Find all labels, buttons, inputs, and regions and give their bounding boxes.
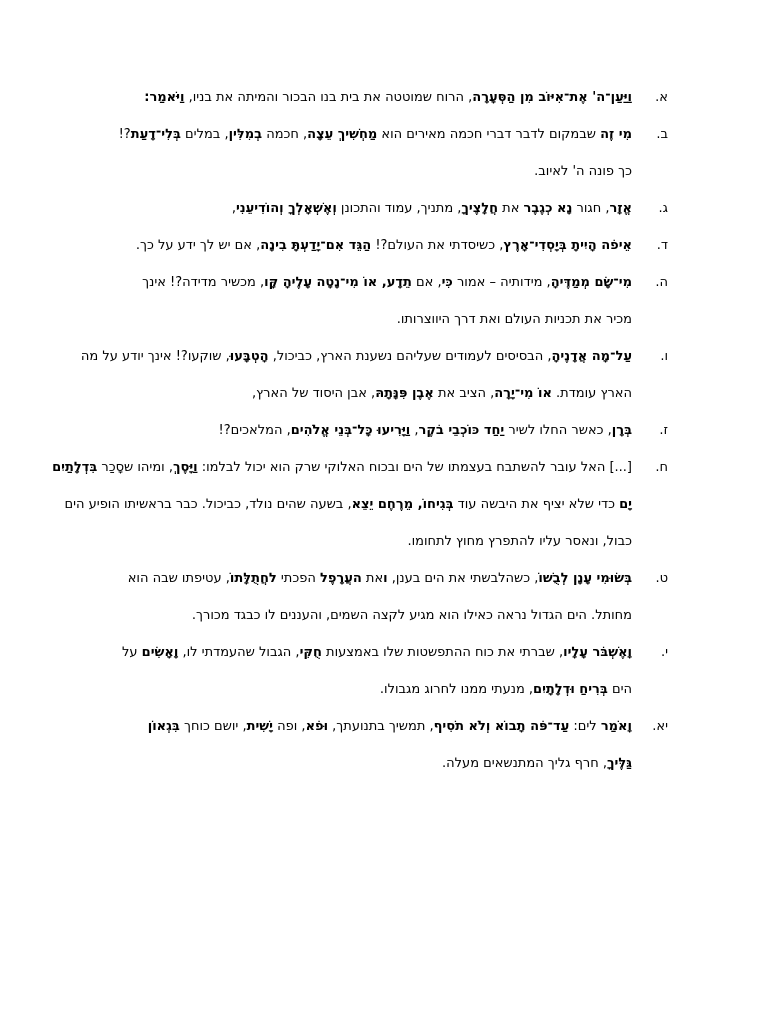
item-text: [118, 634, 632, 708]
verse-quote: הָטְבָּעוּ: [229, 349, 269, 364]
commentary-text: , יושם כוחך: [179, 719, 247, 734]
item-label: יא.: [652, 719, 668, 734]
list-item: [0, 449, 768, 560]
verse-quote: אֶבֶן פִּנָּתָהּ: [375, 386, 434, 401]
verse-quote: כִּי: [441, 275, 453, 290]
commentary-text: , תמשיך בתנועתך,: [328, 719, 434, 734]
verse-quote: אֵיפֹה הָיִיתָ בְּיָסְדִי־אָרֶץ: [503, 238, 632, 253]
verse-quote: ו: [383, 571, 388, 586]
list-item: [0, 560, 768, 634]
commentary-text: , מידותיה – אמור: [452, 275, 551, 290]
commentary-text: את: [498, 201, 524, 216]
verse-quote: וָאֹמַר: [600, 719, 632, 734]
verse-quote: בִּדְלָתַיִם יָם: [52, 460, 632, 512]
commentary-text: כדי שלא יציף את היבשה עוד: [453, 497, 620, 512]
commentary-text: , הציב את: [433, 386, 495, 401]
commentary-text: ,: [231, 201, 236, 216]
verse-quote: וּפֹא: [305, 719, 329, 734]
commentary-text: , כאשר החלו לשיר: [504, 423, 612, 438]
verse-quote: וְאֶשְׁאָלְךָ וְהוֹדִיעֵנִי: [235, 201, 337, 216]
list-item: [0, 412, 768, 449]
verse-quote: בְּלִי־דָעַת: [130, 127, 181, 142]
verse-quote: מַחְשִׁיךְ עֵצָה: [307, 127, 378, 142]
verse-quote: וַיָּרִיעוּ כָּל־בְּנֵי אֱלֹהִים: [290, 423, 411, 438]
item-label: ה.: [655, 275, 668, 290]
commentary-text: , במלים: [180, 127, 229, 142]
list-item: [0, 116, 768, 190]
commentary-list: [0, 79, 768, 782]
verse-quote: מִי־שָׂם מְמַדֶּיהָ: [550, 275, 632, 290]
verse-quote: אוֹ מִי־יָרָה: [494, 386, 552, 401]
item-text: [118, 708, 632, 782]
commentary-text: , בשעה שהים נולד, כביכול. כבר בראשיתו הופיע הים כבול, ונאסר עליו להתפרץ מחוץ לתחומו.: [64, 497, 632, 549]
commentary-text: [...] האל עובר להשתבח בעצמתו של הים ובכוח האלוקי שרק הוא יכול לבלמו:: [197, 460, 632, 475]
list-item: [0, 264, 768, 338]
verse-quote: וָאֶשְׁבֹּר עָלָיו: [563, 645, 632, 660]
list-item: [0, 634, 768, 708]
verse-quote: בְּרָן: [611, 423, 632, 438]
item-label: ו.: [660, 349, 668, 364]
verse-quote: עַד־פֹּה תָבוֹא וְלֹא תֹסִיף: [433, 719, 570, 734]
item-label: י.: [660, 645, 668, 660]
commentary-text: לים:: [569, 719, 601, 734]
item-label: ג.: [658, 201, 668, 216]
verse-quote: הַגֵּד אִם־יָדַעְתָּ בִינָה: [260, 238, 372, 253]
verse-quote: עַל־מָה אֲדָנֶיהָ: [551, 349, 632, 364]
verse-quote: לחֲתֻלָּתוֹ: [229, 571, 277, 586]
verse-quote: חֻקִּי: [299, 645, 322, 660]
commentary-text: על הים: [121, 645, 632, 697]
verse-quote: חֲלָצֶיךָ: [461, 201, 499, 216]
verse-quote: וַיַּעַן־ה' אֶת־אִיּוֹב מִן הַסְּעָרָה: [472, 90, 632, 105]
item-text: [118, 79, 632, 116]
commentary-text: ,: [410, 423, 419, 438]
commentary-text: הפכתי: [276, 571, 320, 586]
commentary-text: שבמקום לדבר דברי חכמה מאירים הוא: [377, 127, 601, 142]
item-text: [118, 264, 632, 338]
item-text: [118, 412, 632, 449]
item-label: ד.: [656, 238, 668, 253]
commentary-text: , מנעתי ממנו לחרוג מגבולו.: [379, 682, 534, 697]
commentary-text: , הרוח שמוטטה את בית בנו הבכור והמיתה את בניו,: [184, 90, 473, 105]
commentary-text: , שוקעו?! אינך יודע על מה הארץ עומדת.: [80, 349, 632, 401]
verse-quote: נָא כְגֶבֶר: [523, 201, 573, 216]
commentary-text: , הבסיסים לעמודים שעליהם נשענת הארץ, כביכול,: [268, 349, 552, 364]
verse-quote: בְּשׂוּמִי עָנָן לְבֻשׁוֹ: [538, 571, 632, 586]
commentary-text: , אם יש לך ידע על כך.: [135, 238, 261, 253]
verse-quote: יָשִׁית: [246, 719, 273, 734]
commentary-text: , ומיהו שסָכַר: [97, 460, 173, 475]
item-label: א.: [655, 90, 668, 105]
commentary-text: , אם: [411, 275, 442, 290]
verse-quote: וָאָשִׂים: [141, 645, 179, 660]
commentary-text: , חגור: [572, 201, 610, 216]
commentary-text: , חרף גליך המתנשאים מעלה.: [442, 756, 607, 771]
commentary-text: , מתניך, עמוד והתכונן: [336, 201, 462, 216]
commentary-text: , מכשיר מדידה?! אינך מכיר את תכניות העולם ואת דרך היווצרותו.: [142, 275, 632, 327]
list-item: [0, 227, 768, 264]
item-text: [52, 449, 632, 560]
commentary-text: , עטיפתו שבה הוא מחותל. הים הגדול נראה כאילו הוא מגיע לקצה השמים, והעננים לו כבגד מכורך.: [127, 571, 632, 623]
list-item: [0, 79, 768, 116]
commentary-text: , הגבול שהעמדתי לו,: [178, 645, 300, 660]
list-item: [0, 338, 768, 412]
verse-quote: אֱזָר: [609, 201, 632, 216]
commentary-text: , כשהלבשתי את הים בענן,: [387, 571, 539, 586]
list-item: [0, 708, 768, 782]
verse-quote: בְּרִיחַ וּדְלָתָיִם: [533, 682, 608, 697]
commentary-text: , אבן היסוד של הארץ,: [252, 386, 376, 401]
commentary-text: , כשיסדתי את העולם?!: [371, 238, 504, 253]
commentary-text: , המלאכים?!: [218, 423, 291, 438]
verse-quote: בְמִלִּין: [228, 127, 263, 142]
list-item: [0, 190, 768, 227]
commentary-text: ?! כך פונה ה' לאיוב.: [118, 127, 632, 179]
item-label: ז.: [659, 423, 668, 438]
verse-quote: העֲרָפֶל: [319, 571, 362, 586]
verse-quote: יַחַד כּוֹכְבֵי בֹקֶר: [418, 423, 505, 438]
item-text: [52, 338, 632, 412]
verse-quote: בִּגְאוֹן גַּלֶּיךָ: [147, 719, 632, 771]
commentary-text: את: [361, 571, 384, 586]
item-label: ב.: [656, 127, 668, 142]
verse-quote: תֵדָע, אוֹ מִי־נָטָה עָלֶיהָ קָּו: [264, 275, 412, 290]
verse-quote: וַיֹּאמַר:: [144, 90, 185, 105]
item-text: [118, 560, 632, 634]
item-text: [118, 227, 632, 264]
item-label: ט.: [655, 571, 668, 586]
commentary-text: , חכמה: [262, 127, 308, 142]
item-text: [118, 116, 632, 190]
commentary-text: , ופה: [273, 719, 306, 734]
item-label: ח.: [655, 460, 668, 475]
verse-quote: וַיָּסֶךְ: [172, 460, 198, 475]
commentary-text: , שברתי את כוח ההתפשטות שלו באמצעות: [321, 645, 564, 660]
verse-quote: בְּגִיחוֹ, מֵרֶחֶם יֵצֵא: [351, 497, 454, 512]
item-text: [118, 190, 632, 227]
verse-quote: מִי זֶה: [600, 127, 632, 142]
